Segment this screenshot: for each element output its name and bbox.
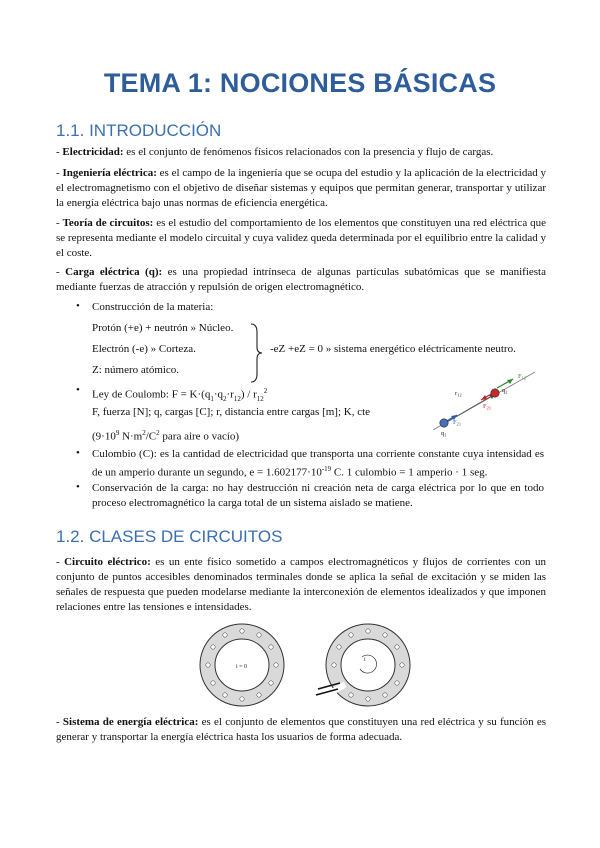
paragraph-teoria-circuitos: - Teoría de circuitos: es el estudio del comportamiento de los elementos que constituyen una red eléctrica que se representa mediante el modelo circuital y cuya validez queda determinada por el equilibrio entre la calidad y el coste.	[56, 217, 546, 259]
definition: es un ente físico sometido a campos electromagnéticos y flujos de corrientes con un conjunto de puntos accesibles denominados terminales donde se aplica la señal de excitación y se miden las señales de respuesta que pueden modelarse mediante la interconexión de elementos idealizados y que imponen relaciones entre las tensiones e intensidades.	[56, 556, 546, 613]
definition: es el conjunto de elementos que constituyen una red eléctrica y su función es generar y transportar la energía eléctrica hasta los usuarios de forma adecuada.	[56, 716, 546, 743]
term: Ingeniería eléctrica:	[62, 167, 157, 179]
open-ring	[316, 624, 410, 706]
r12-label: $r_{12}$	[455, 390, 462, 398]
bullet-materia: Construcción de la materia:	[92, 301, 214, 313]
coulomb-diagram	[425, 366, 540, 438]
term: Electricidad:	[62, 146, 124, 158]
definition: es una propiedad intrínseca de algunas partículas subatómicas que se manifiesta mediante fuerzas de atracción y repulsión de origen electromagnético.	[56, 266, 546, 293]
bullet-conservacion: Conservación de la carga: no hay destrucción ni creación neta de carga eléctrica por lo que en todo proceso electromagnético la carga total de un sistema aislado se matiene.	[92, 482, 544, 509]
materia-line-2: Electrón (-e) » Corteza.	[92, 343, 196, 355]
bullet-dot: •	[76, 300, 80, 312]
q1-label: $q_1$	[441, 430, 447, 438]
open-ring-current-label: i	[364, 657, 366, 663]
q2-label: $q_2$	[502, 387, 508, 395]
coulomb-constant: ($9\cdot 10^9$ $N\cdot m^2/C^2$ para aire o vacío)	[92, 429, 240, 443]
definition: es el conjunto de fenómenos físicos relacionados con la presencia y flujo de cargas.	[123, 146, 494, 158]
paragraph-carga: - Carga eléctrica (q): es una propiedad intrínseca de algunas partículas subatómicas que se manifiesta mediante fuerzas de atracción y repulsión de origen electromagnético.	[56, 266, 546, 293]
term: Circuito eléctrico:	[64, 556, 151, 568]
paragraph-circuito: - Circuito eléctrico: es un ente físico sometido a campos electromagnéticos y flujos de corrientes con un conjunto de puntos accesibles denominados terminales donde se aplica la señal de excitación y se miden las señales de respuesta que pueden modelarse mediante la interconexión de elementos idealizados y que imponen relaciones entre las tensiones e intensidades.	[56, 556, 546, 613]
f12-label: $F_{12}$	[518, 373, 527, 381]
section-heading-introduccion: 1.1. INTRODUCCIÓN	[56, 121, 222, 140]
paragraph-electricidad: - Electricidad: es el conjunto de fenómenos físicos relacionados con la presencia y flujo de cargas.	[56, 146, 494, 158]
f-lower-label: $F_{21}$	[453, 419, 462, 427]
materia-line-1: Protón (+e) + neutrón » Núcleo.	[92, 322, 234, 334]
term: Teoría de circuitos:	[62, 217, 154, 229]
definition: es el estudio del comportamiento de los elementos que constituyen una red eléctrica que se representa mediante el modelo circuital y cuya validez queda determinada por el equilibrio entre la calidad y el coste.	[56, 217, 546, 259]
definition: es el campo de la ingeniería que se ocupa del estudio y la aplicación de la electricidad y el electromagnetismo con el objetivo de diseñar sistemas y equipos que permitan generar, transportar y utilizar la energía eléctrica bajo unas normas de eficiencia energética.	[56, 167, 546, 209]
materia-line-3: Z: número atómico.	[92, 364, 180, 376]
section-heading-clases-circuitos: 1.2. CLASES DE CIRCUITOS	[56, 527, 283, 546]
coulomb-variables: F, fuerza [N]; q, cargas [C]; r, distancia entre cargas [m]; K, cte	[92, 406, 371, 418]
bullet-dot: •	[76, 447, 80, 459]
paragraph-ingenieria: - Ingeniería eléctrica: es el campo de la ingeniería que se ocupa del estudio y la aplicación de la electricidad y el electromagnetismo con el objetivo de diseñar sistemas y equipos que permitan generar, transportar y utilizar la energía eléctrica bajo unas normas de eficiencia energética.	[56, 167, 546, 209]
closed-ring	[200, 624, 284, 706]
bullet-dot: •	[76, 384, 80, 396]
bullet-culombio: Culombio (C): es la cantidad de electricidad que transporta una corriente constante cuya intensidad es de un amperio durante un segundo, $e = 1.602177\cdot 10^{-19}$ C. 1 culombio = 1 amperio · 1 seg.	[92, 448, 544, 479]
curly-brace-icon	[248, 322, 264, 384]
f21-label: $F_{21}$	[483, 403, 492, 411]
materia-neutral-note: -eZ +eZ = 0 » sistema energético eléctricamente neutro.	[270, 343, 516, 355]
term: Carga eléctrica (q):	[65, 266, 163, 278]
paragraph-sistema-energia: - Sistema de energía eléctrica: es el conjunto de elementos que constituyen una red eléctrica y su función es generar y transportar la energía eléctrica hasta los usuarios de forma adecuada.	[56, 716, 546, 743]
coulomb-law: Ley de Coulomb: $F = K\cdot(q_1\cdot q_2\cdot r_{12}) / r_{12}^2$	[92, 387, 268, 403]
page-title: TEMA 1: NOCIONES BÁSICAS	[103, 68, 497, 98]
term: Sistema de energía eléctrica:	[62, 716, 199, 728]
bullet-dot: •	[76, 481, 80, 493]
closed-ring-current-label: i = 0	[236, 664, 248, 670]
conductor-rings-diagram	[196, 622, 418, 708]
